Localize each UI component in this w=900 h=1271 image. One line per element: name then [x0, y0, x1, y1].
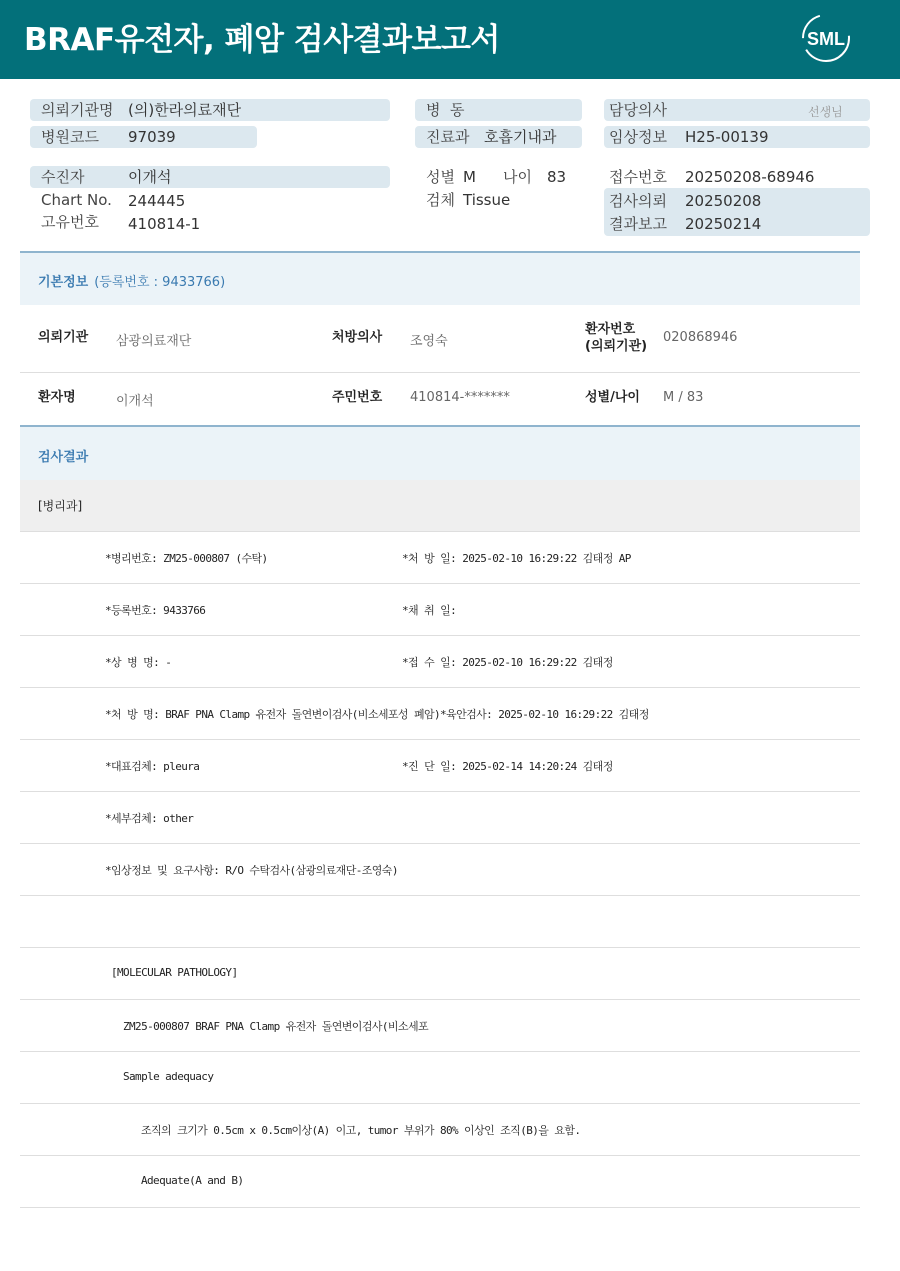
sex-value: M [463, 168, 476, 186]
result-row-right: *채 취 일: [402, 604, 457, 617]
logo-text: SML [807, 29, 845, 49]
prescriber-val: 조영숙 [410, 334, 448, 349]
result-row [20, 532, 860, 584]
result-row-left: Sample adequacy [123, 1070, 214, 1083]
result-row-left: *등록번호: 9433766 [105, 604, 206, 617]
result-row-left: ZM25-000807 BRAF PNA Clamp 유전자 돌연변이검사(비소세포 [123, 1020, 428, 1033]
result-row-left: *상 병 명: - [105, 656, 172, 669]
request-value: 20250208 [685, 192, 762, 210]
receipt-value: 20250208-68946 [685, 168, 815, 186]
report-value: 20250214 [685, 215, 762, 233]
chart-label: Chart No. [41, 191, 112, 209]
patient-name-val: 이개석 [116, 394, 154, 409]
resident-number-val: 410814-******* [410, 390, 510, 405]
result-row-right: *진 단 일: 2025-02-14 14:20:24 김태정 [402, 760, 613, 773]
dept-value: 호흡기내과 [484, 128, 557, 146]
hospital-code-label: 병원코드 [41, 128, 99, 146]
result-row [20, 896, 860, 948]
results-title: 검사결과 [38, 450, 89, 465]
result-row [20, 584, 860, 636]
receipt-label: 접수번호 [609, 168, 667, 186]
sex-age-key: 성별/나이 [585, 390, 640, 405]
sex-age-val: M / 83 [663, 390, 704, 405]
age-value: 83 [547, 168, 567, 186]
result-row [20, 1000, 860, 1052]
result-row [20, 1052, 860, 1104]
unique-label: 고유번호 [41, 213, 99, 231]
specimen-value: Tissue [463, 191, 511, 209]
results-header [20, 425, 860, 480]
result-row [20, 948, 860, 1000]
report-header [0, 0, 900, 79]
institution-key: 의뢰기관 [38, 330, 89, 345]
result-row [20, 636, 860, 688]
result-row-left: *처 방 명: BRAF PNA Clamp 유전자 돌연변이검사(비소세포성 폐암)*육안검사: 2025-02-10 16:29:22 김태정 [105, 708, 649, 721]
chart-value: 244445 [128, 192, 186, 210]
specimen-label: 검체 [426, 191, 455, 209]
institution-label: 의뢰기관명 [41, 101, 114, 119]
doctor-suffix: 선생님 [808, 105, 843, 119]
patient-number-val: 020868946 [663, 330, 738, 345]
result-row-left: *대표검체: pleura [105, 760, 200, 773]
result-row-left: [MOLECULAR PATHOLOGY] [111, 966, 238, 979]
result-row-left: 조직의 크기가 0.5cm x 0.5cm이상(A) 이고, tumor 부위가 80% 이상인 조직(B)을 요함. [141, 1124, 581, 1137]
basic-info-row-1 [20, 304, 860, 373]
result-row [20, 1104, 860, 1156]
result-row-left: Adequate(A and B) [141, 1174, 244, 1187]
result-row [20, 688, 860, 740]
result-row [20, 792, 860, 844]
request-label: 검사의뢰 [609, 192, 667, 210]
result-row [20, 740, 860, 792]
dept-label: 진료과 [426, 128, 470, 146]
basic-info-header [20, 251, 860, 305]
sml-logo [800, 12, 852, 64]
result-row-left: *임상정보 및 요구사항: R/O 수탁검사(삼광의료재단-조영숙) [105, 864, 398, 877]
report-title: BRAF유전자, 폐암 검사결과보고서 [24, 22, 500, 58]
result-row [20, 844, 860, 896]
pathology-subheader-label: [병리과] [38, 499, 83, 513]
age-label: 나이 [503, 168, 532, 186]
doctor-label: 담당의사 [609, 101, 667, 119]
patient-name-key: 환자명 [38, 390, 76, 405]
basic-info-row-2 [20, 373, 860, 426]
patient-number-key-sub: (의뢰기관) [585, 339, 648, 354]
prescriber-key: 처방의사 [332, 330, 383, 345]
ward-label: 병 동 [426, 101, 465, 119]
pathology-subheader [20, 480, 860, 532]
result-row-right: *처 방 일: 2025-02-10 16:29:22 김태정 AP [402, 552, 631, 565]
report-label: 결과보고 [609, 215, 667, 233]
unique-value: 410814-1 [128, 215, 201, 233]
result-row [20, 1156, 860, 1208]
sex-label: 성별 [426, 168, 455, 186]
patient-number-key: 환자번호 [585, 322, 636, 337]
result-row-left: *병리번호: ZM25-000807 (수탁) [105, 552, 268, 565]
patient-label: 수진자 [41, 168, 85, 186]
result-row-right: *접 수 일: 2025-02-10 16:29:22 김태정 [402, 656, 613, 669]
resident-number-key: 주민번호 [332, 390, 383, 405]
clinical-value: H25-00139 [685, 128, 769, 146]
result-row-left: *세부검체: other [105, 812, 194, 825]
clinical-label: 임상정보 [609, 128, 667, 146]
institution-val: 삼광의료재단 [116, 334, 192, 349]
hospital-code-value: 97039 [128, 128, 176, 146]
basic-info-title: 기본정보 (등록번호 : 9433766) [38, 275, 226, 290]
institution-value: (의)한라의료재단 [128, 101, 242, 119]
patient-value: 이개석 [128, 168, 172, 186]
registration-number: (등록번호 : 9433766) [94, 275, 226, 290]
